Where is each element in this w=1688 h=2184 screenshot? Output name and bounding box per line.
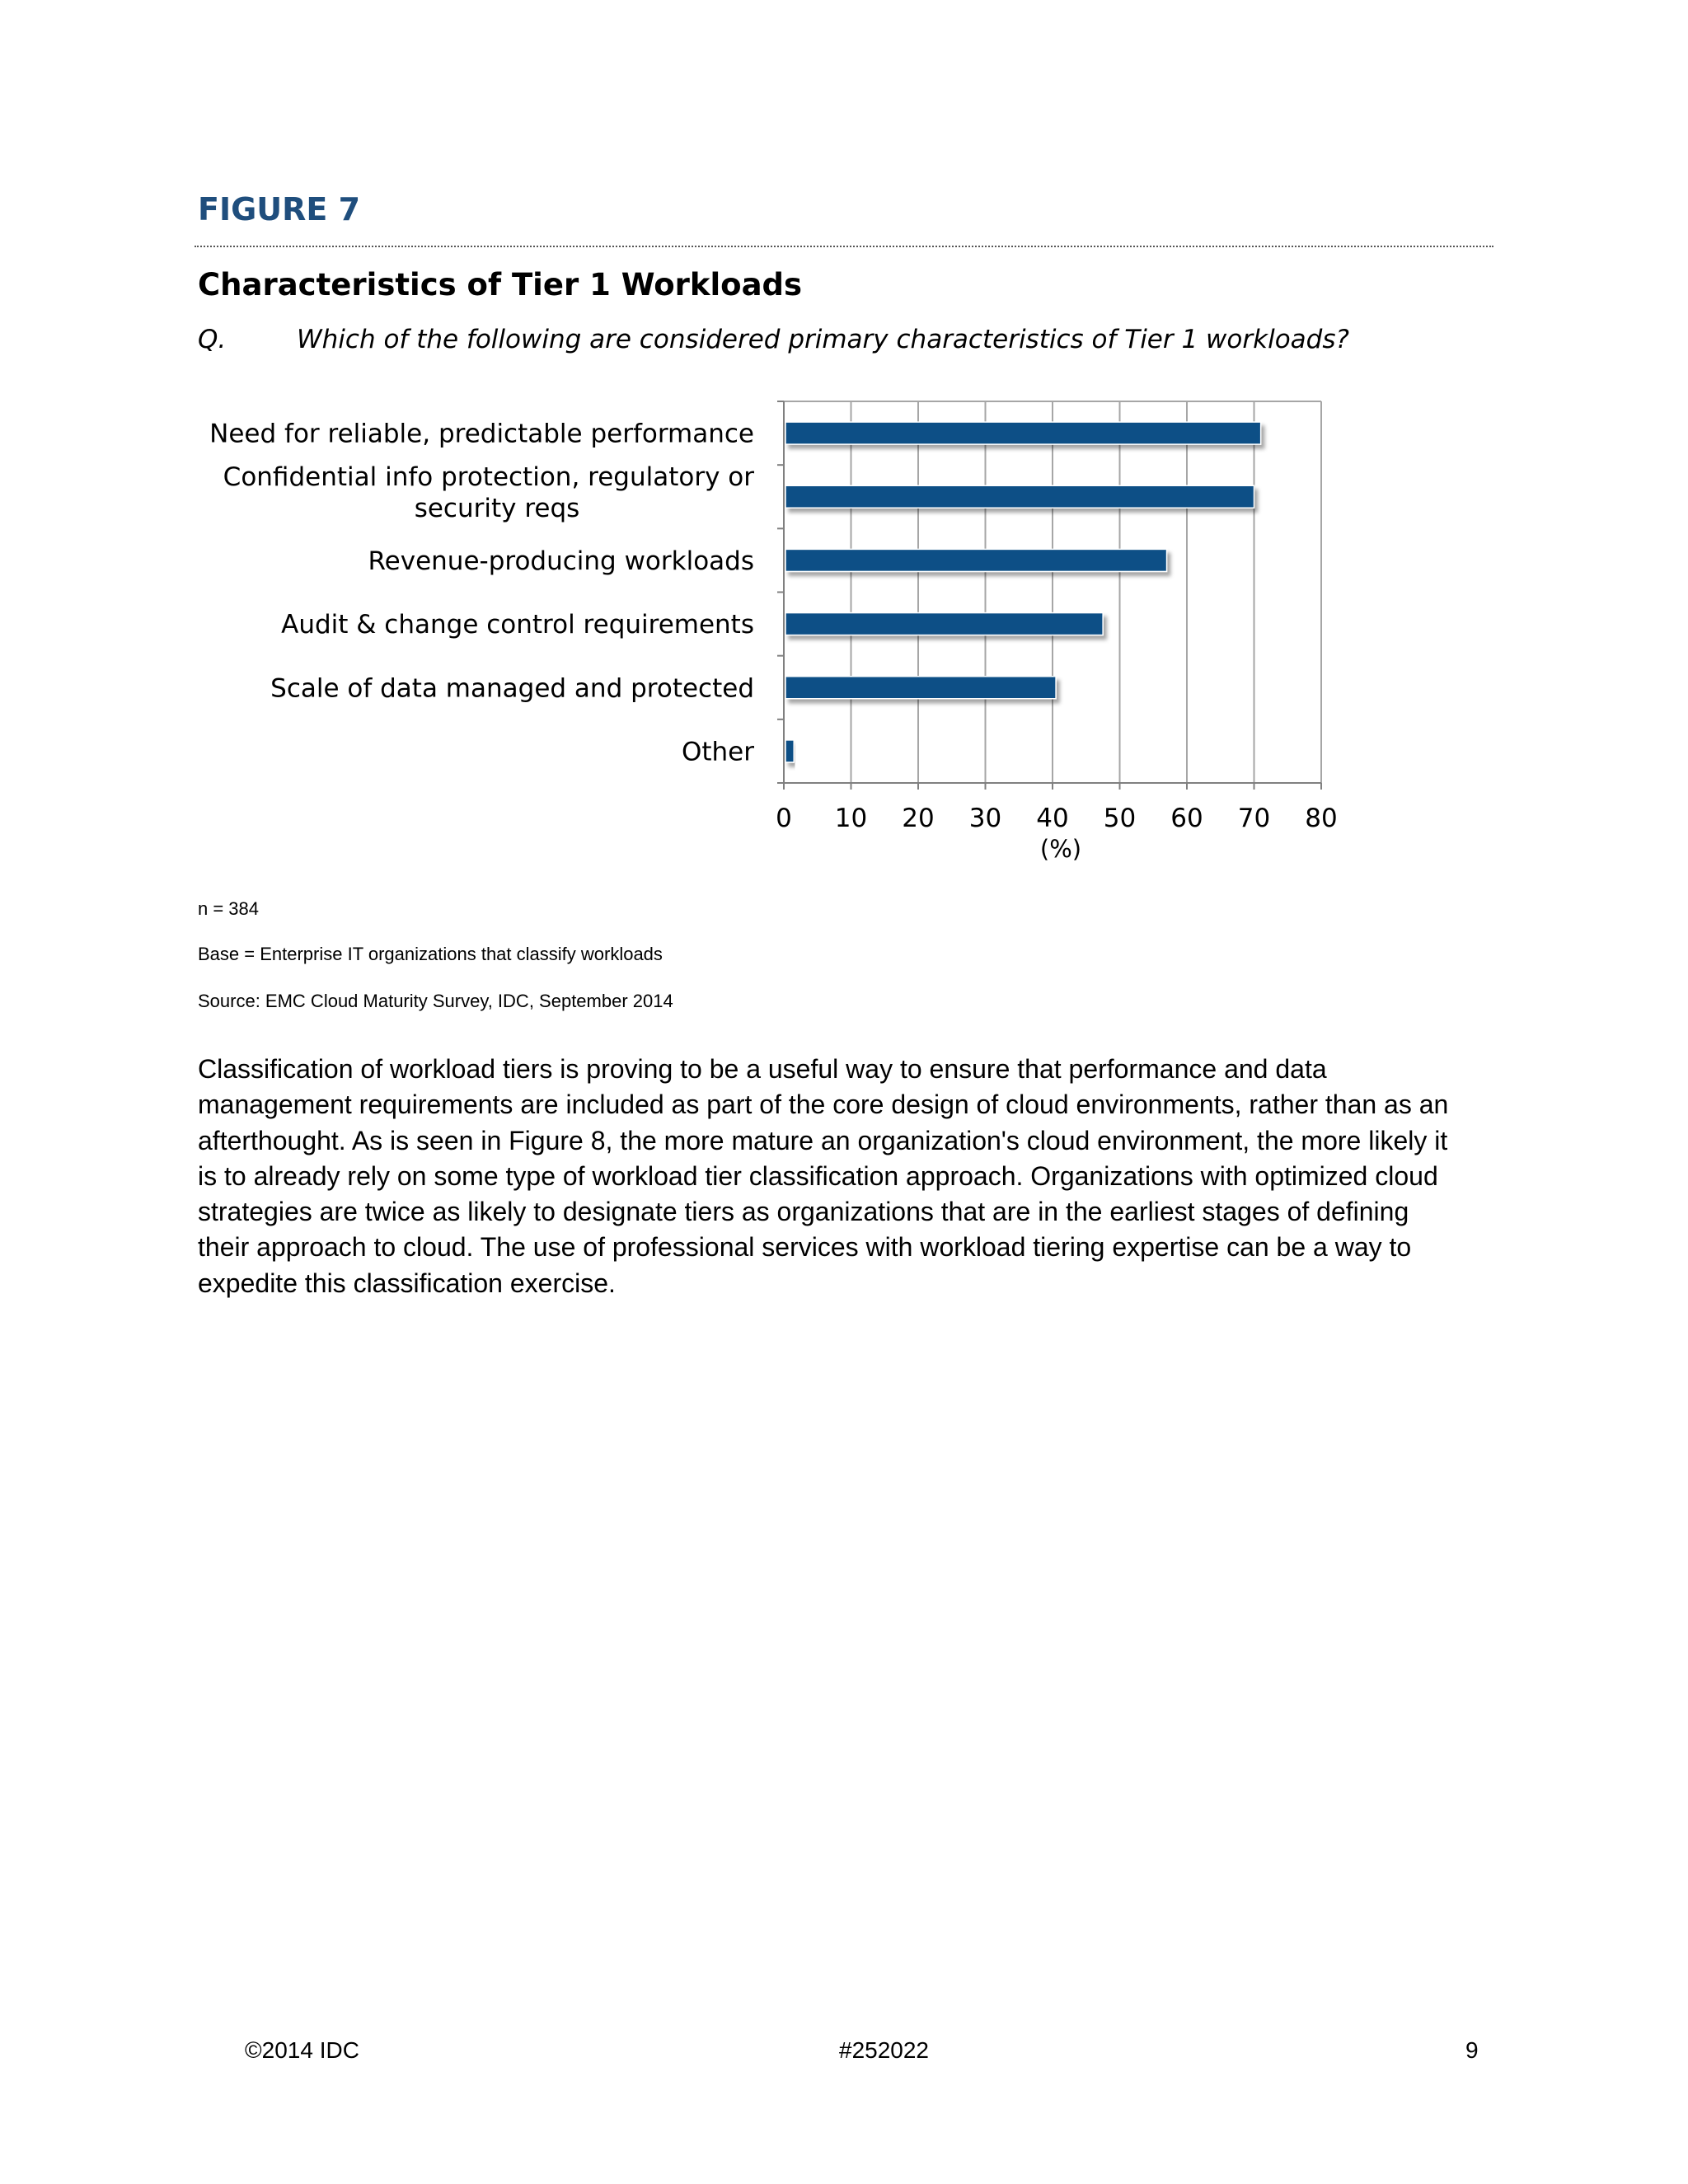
bar-5 [785,740,794,762]
question-prefix: Q. [198,325,227,354]
bar-3 [785,613,1103,635]
question-text: Which of the following are considered primary characteristics of Tier 1 workloads? [297,325,1349,354]
x-tick-label-30: 30 [968,804,1002,833]
chart-axes [777,401,1321,790]
bar-0 [785,422,1261,444]
sample-size-note: n = 384 [198,898,260,919]
category-label-5: Other [681,737,754,767]
category-label-2: Revenue-producing workloads [368,546,754,576]
bar-2 [785,549,1167,571]
x-tick-label-70: 70 [1237,804,1271,833]
body-paragraph: Classification of workload tiers is proving to be a useful way to ensure that performance and data management requirements are included as part of the core design of cloud environments, rather than as an afterthought. As is seen in Figure 8, the more mature an organization's cloud environment, the more likely it is to already rely on some type of workload tier classification approach. Organizations with optimized cloud strategies are twice as likely to designate tiers as organizations that are in the earliest stages of defining their approach to cloud. The use of professional services with workload tiering expertise can be a way to expedite this classification exercise. [198,1054,1449,1298]
x-tick-label-80: 80 [1305,804,1338,833]
base-note: Base = Enterprise IT organizations that classify workloads [198,944,663,964]
bar-4 [785,677,1056,699]
x-tick-label-40: 40 [1036,804,1069,833]
category-label-0: Need for reliable, predictable performance [209,419,754,449]
x-tick-label-50: 50 [1103,804,1137,833]
source-note: Source: EMC Cloud Maturity Survey, IDC, September 2014 [198,991,673,1011]
x-tick-label-10: 10 [834,804,868,833]
x-tick-label-60: 60 [1170,804,1203,833]
footer-copyright: ©2014 IDC [245,2037,359,2063]
bar-1 [785,485,1254,508]
x-tick-label-20: 20 [902,804,935,833]
category-label-3: Audit & change control requirements [281,610,754,640]
footer-page-number: 9 [1465,2037,1479,2063]
chart-gridlines [784,401,1321,783]
figure-title: Characteristics of Tier 1 Workloads [198,267,803,302]
x-tick-label-0: 0 [776,804,792,833]
category-label-4: Scale of data managed and protected [270,673,754,704]
category-label-1-line-0: Confidential info protection, regulatory or [223,462,754,492]
figure-label: FIGURE 7 [198,191,361,227]
chart-bars [785,422,1261,762]
bar-chart [0,0,1688,890]
category-label-1-line-1: security reqs [414,493,580,523]
x-axis-label: (%) [1039,835,1082,863]
footer-doc-number: #252022 [839,2037,930,2063]
